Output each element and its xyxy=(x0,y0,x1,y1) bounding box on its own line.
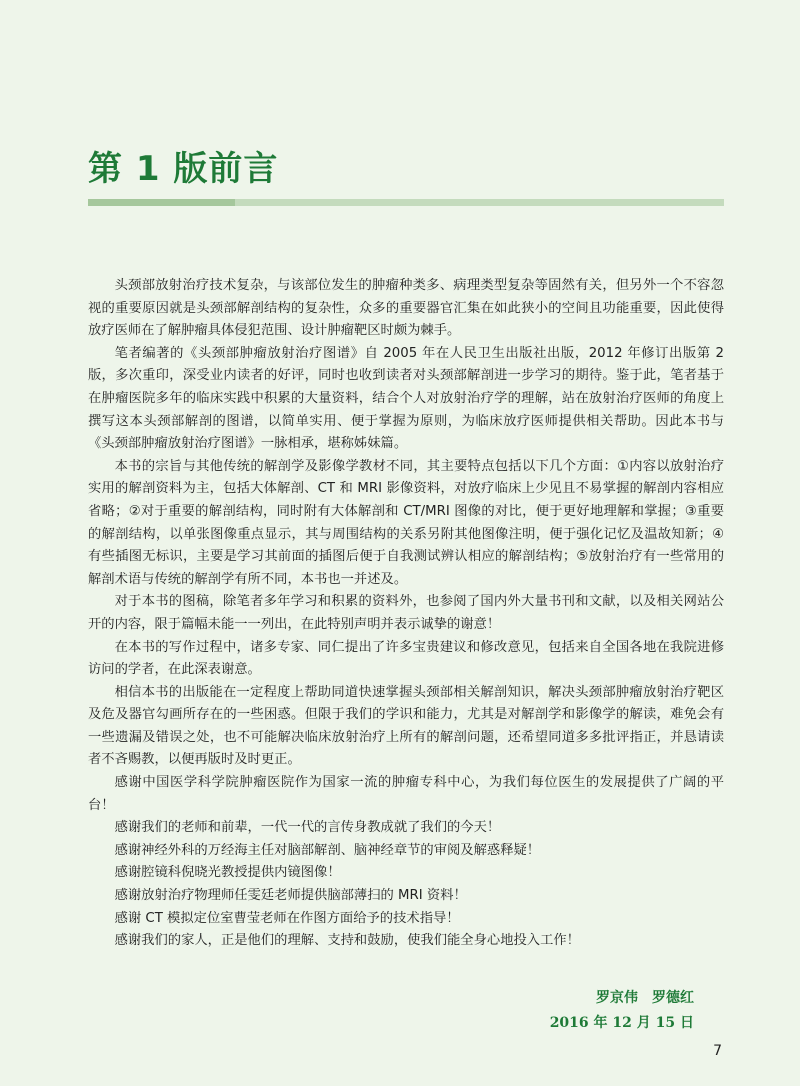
paragraph: 感谢腔镜科倪晓光教授提供内镜图像！ xyxy=(114,865,341,881)
paragraph: 相信本书的出版能在一定程度上帮助同道快速掌握头颈部相关解剖知识，解决头颈部肿瘤放射治疗靶区及危及器官勾画所存在的一些困惑。但限于我们的学识和能力，尤其是对解剖学和影像学的解读，难免会有一些遗漏及错误之处，也不可能解决临床放射治疗上所有的解剖问题，还希望同道多多批评指正，并恳请读者不吝赐教，以便再版时及时更正。 xyxy=(88,684,724,768)
paragraph: 感谢我们的老师和前辈，一代一代的言传身教成就了我们的今天！ xyxy=(114,820,501,836)
preface-body xyxy=(88,275,724,953)
page-number: 7 xyxy=(713,1043,722,1059)
paragraph: 本书的宗旨与其他传统的解剖学及影像学教材不同，其主要特点包括以下几个方面：①内容以放射治疗实用的解剖资料为主，包括大体解剖、CT 和 MRI 影像资料，对放疗临床上少见且不易掌握的解剖内容相应省略；②对于重要的解剖结构，同时附有大体解剖和 CT/MRI 图像的对比，便于更好地理解和掌握；③重要的解剖结构，以单张图像重点显示，其与周围结构的关系另附其他图像注明，便于强化记忆及温故知新；④有些插图无标识，主要是学习其前面的插图后便于自我测试辨认相应的解剖结构；⑤放射治疗有一些常用的解剖术语与传统的解剖学有所不同，本书也一并述及。 xyxy=(88,458,724,587)
authors: 罗京伟 罗德红 xyxy=(596,990,694,1006)
paragraph: 感谢 CT 模拟定位室曹莹老师在作图方面给予的技术指导！ xyxy=(114,910,460,926)
title-underline-accent xyxy=(88,199,235,206)
page-title: 第 1 版前言 xyxy=(88,149,279,189)
paragraph: 在本书的写作过程中，诸多专家、同仁提出了许多宝贵建议和修改意见，包括来自全国各地在我院进修访问的学者，在此深表谢意。 xyxy=(88,639,724,678)
paragraph: 头颈部放射治疗技术复杂，与该部位发生的肿瘤种类多、病理类型复杂等固然有关，但另外一个不容忽视的重要原因就是头颈部解剖结构的复杂性，众多的重要器官汇集在如此狭小的空间且功能重要，因此使得放疗医师在了解肿瘤具体侵犯范围、设计肿瘤靶区时颇为棘手。 xyxy=(88,278,724,339)
paragraph: 感谢我们的家人，正是他们的理解、支持和鼓励，使我们能全身心地投入工作！ xyxy=(114,933,580,949)
paragraph: 对于本书的图稿，除笔者多年学习和积累的资料外，也参阅了国内外大量书刊和文献，以及相关网站公开的内容，限于篇幅未能一一列出，在此特别声明并表示诚挚的谢意！ xyxy=(88,594,724,632)
paragraph: 感谢中国医学科学院肿瘤医院作为国家一流的肿瘤专科中心，为我们每位医生的发展提供了广阔的平台！ xyxy=(88,775,724,813)
paragraph: 笔者编著的《头颈部肿瘤放射治疗图谱》自 2005 年在人民卫生出版社出版，2012 年修订出版第 2 版，多次重印，深受业内读者的好评，同时也收到读者对头颈部解剖进一步学习的期待。鉴于此，笔者基于在肿瘤医院多年的临床实践中积累的大量资料，结合个人对放射治疗学的理解，站在放射治疗医师的角度上撰写这本头颈部解剖的图谱，以简单实用、便于掌握为原则，为临床放疗医师提供相关帮助。因此本书与《头颈部肿瘤放射治疗图谱》一脉相承，堪称姊妹篇。 xyxy=(88,345,724,452)
signature-block xyxy=(550,986,694,1036)
title-underline xyxy=(88,199,724,206)
date: 2016 年 12 月 15 日 xyxy=(549,1015,694,1031)
paragraph: 感谢神经外科的万经海主任对脑部解剖、脑神经章节的审阅及解惑释疑！ xyxy=(114,842,541,858)
paragraph: 感谢放射治疗物理师任雯廷老师提供脑部薄扫的 MRI 资料！ xyxy=(114,888,467,904)
